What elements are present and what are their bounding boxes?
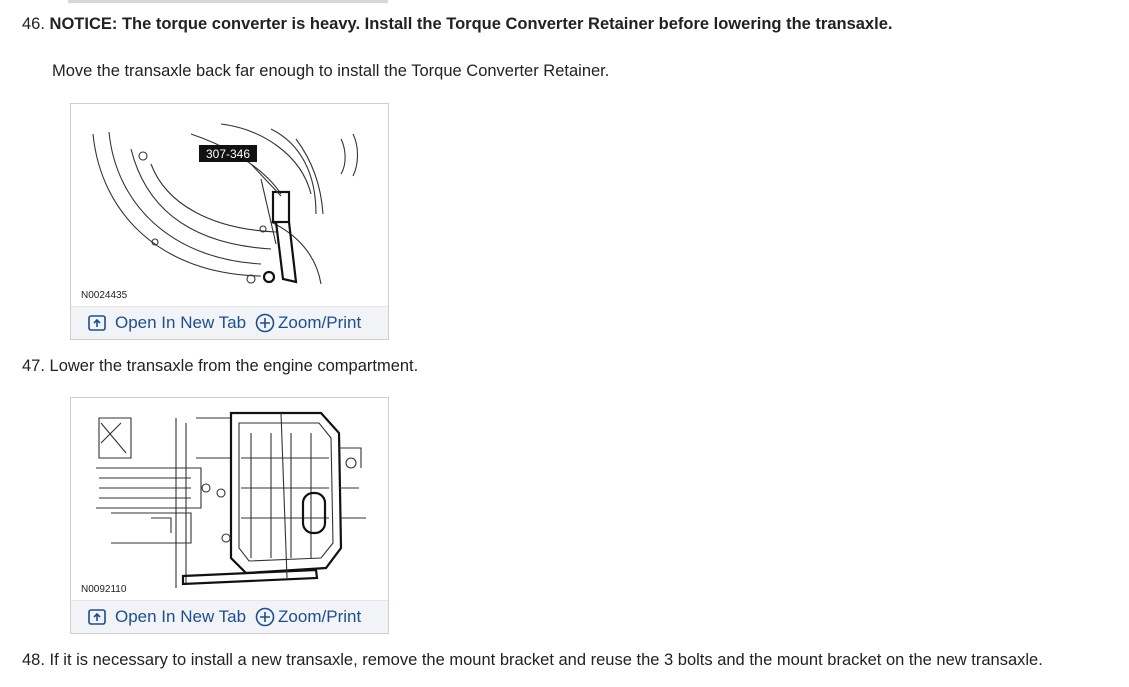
step-number: 46. [22, 15, 45, 33]
figure-code: N0092110 [81, 584, 127, 595]
figure-torque-converter-retainer [70, 103, 389, 340]
open-new-tab-icon [87, 607, 107, 627]
figure-lower-transaxle [70, 397, 389, 634]
figure-actions [71, 600, 388, 633]
zoom-print-label: Zoom/Print [278, 313, 362, 332]
zoom-print-link[interactable] [255, 607, 361, 627]
open-in-new-tab-link[interactable] [87, 607, 246, 627]
retainer-diagram [71, 104, 386, 306]
open-in-new-tab-label: Open In New Tab [115, 607, 247, 626]
step-number: 48. [22, 651, 45, 669]
zoom-print-label: Zoom/Print [278, 607, 362, 626]
open-new-tab-icon [87, 313, 107, 333]
top-divider [68, 0, 388, 3]
step-46 [22, 14, 892, 34]
notice-text: NOTICE: The torque converter is heavy. Install the Torque Converter Retainer before lowering the transaxle. [49, 15, 893, 33]
figure-actions [71, 306, 388, 339]
transaxle-diagram [71, 398, 386, 600]
open-in-new-tab-label: Open In New Tab [115, 313, 247, 332]
step-text: Lower the transaxle from the engine compartment. [49, 357, 419, 375]
step-46-instruction: Move the transaxle back far enough to install the Torque Converter Retainer. [52, 62, 610, 80]
illustration [71, 398, 386, 600]
step-48 [22, 650, 1043, 670]
retainer-tool [273, 192, 289, 222]
step-text: If it is necessary to install a new transaxle, remove the mount bracket and reuse the 3 bolts and the mount bracket on the new transaxle. [49, 651, 1043, 669]
figure-code: N0024435 [81, 290, 128, 301]
step-number: 47. [22, 357, 45, 375]
plus-circle-icon [255, 313, 275, 333]
illustration [71, 104, 386, 306]
zoom-print-link[interactable] [255, 313, 361, 333]
step-47 [22, 356, 418, 376]
plus-circle-icon [255, 607, 275, 627]
tool-callout: 307-346 [205, 147, 251, 161]
open-in-new-tab-link[interactable] [87, 313, 246, 333]
